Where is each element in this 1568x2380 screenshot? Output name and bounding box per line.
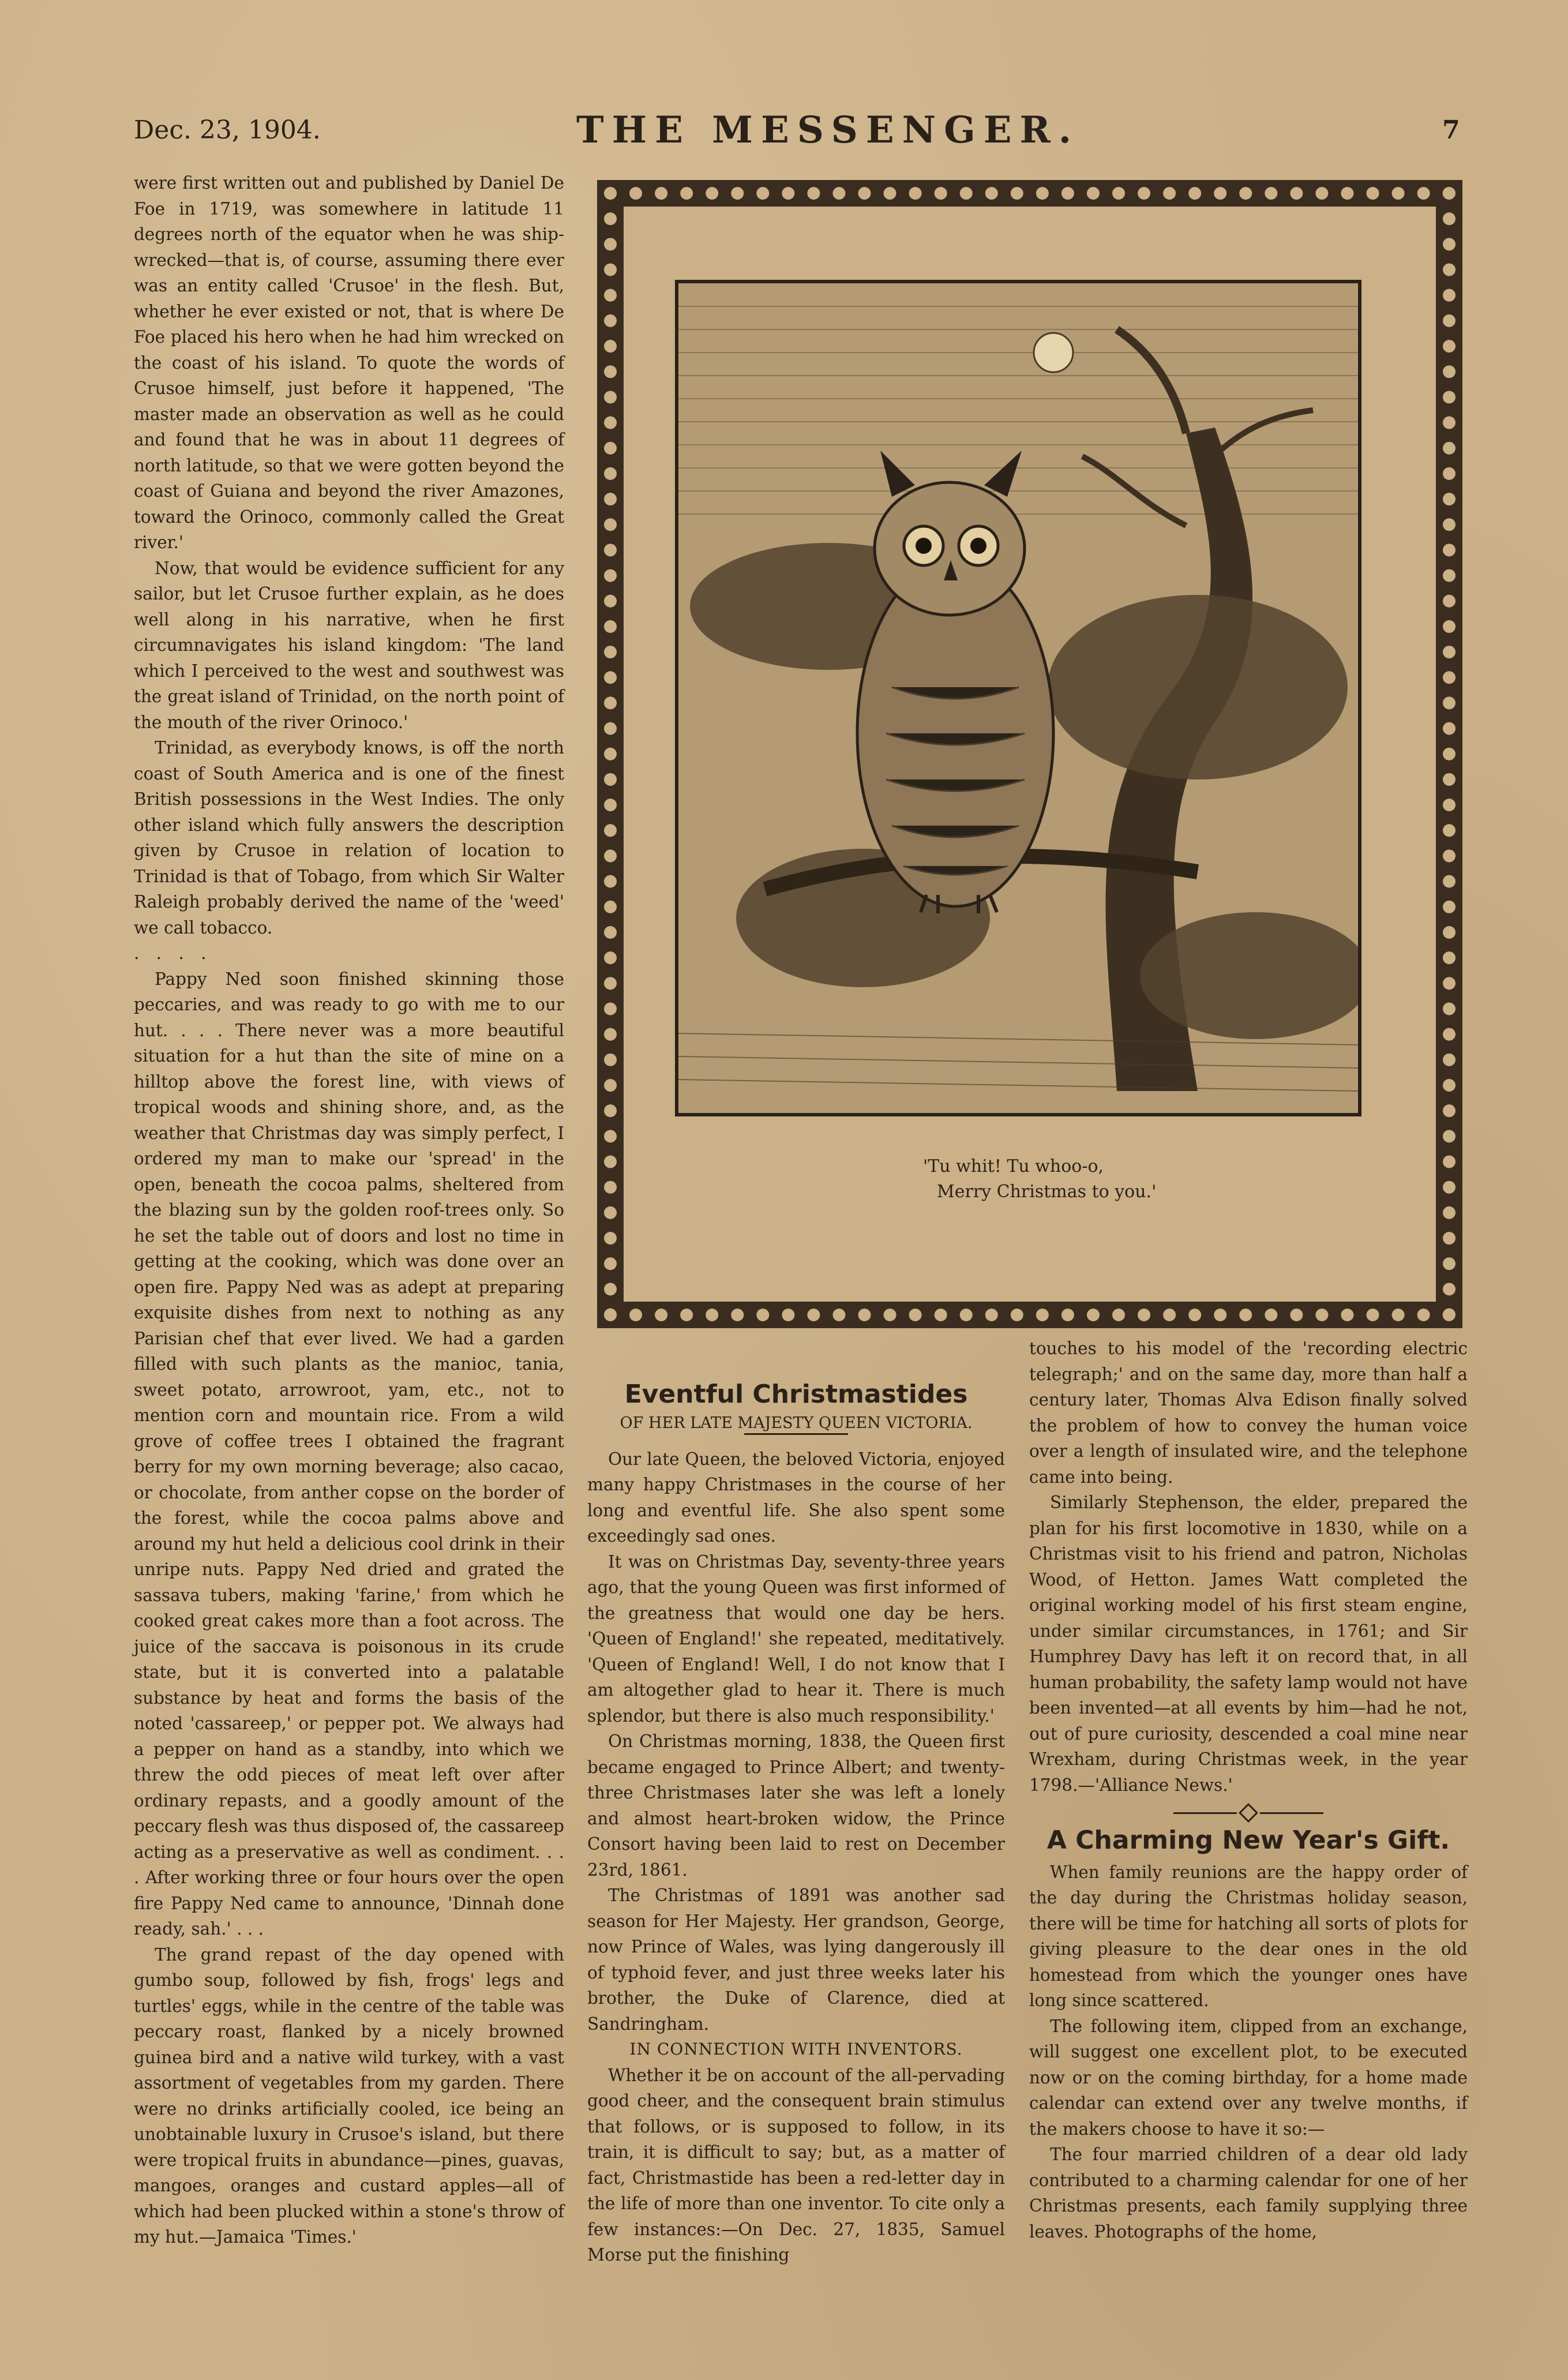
article-heading: A Charming New Year's Gift. — [1046, 1826, 1450, 1855]
masthead-title: THE MESSENGER. — [576, 108, 1079, 152]
paragraph: When family reunions are the happy order of the day during the Christmas holiday season, there will be time for hatching all sorts of plots for giving pleasure to the dear ones in the old homestead from which the younger ones have long since scattered. — [1029, 1862, 1468, 2010]
article-new-year-column — [1029, 1336, 1468, 2244]
paragraph: The four married children of a dear old lady contributed to a charming calendar for one of her Christmas presents, each family supplying three leaves. Photographs of the home, — [1029, 2145, 1468, 2242]
paragraph: were first written out and published by Daniel De Foe in 1719, was somewhere in latitude 11 degrees north of the equator when he was ship-wrecked—that is, of course, assuming there ever was an entity called 'Crusoe' in the flesh. But, whether he ever existed or not, that is where De Foe placed his hero when he had him wrecked on the coast of his island. To quote the words of Crusoe himself, just before it happened, 'The master made an observation as well as he could and found that he was in about 11 degrees of north latitude, so that we were gotten beyond the coast of Guiana and beyond the river Amazones, toward the Orinoco, commonly called the Great river.' — [134, 173, 564, 552]
paragraph: Whether it be on account of the all-pervading good cheer, and the consequent brain stimulus that follows, or is supposed to follow, in its train, it is difficult to say; but, as a matter of fact, Christmastide has been a red-letter day in the life of more than one inventor. To cite only a few instances:—On Dec. 27, 1835, Samuel Morse put the finishing — [587, 2065, 1005, 2265]
paragraph: The Christmas of 1891 was another sad season for Her Majesty. Her grandson, George, now Prince of Wales, was lying dangerously ill of typhoid fever, and just three weeks later his brother, the Duke of Clarence, died at Sandringham. — [587, 1886, 1005, 2034]
article-crusoe-column — [134, 170, 564, 2250]
paragraph: Similarly Stephenson, the elder, prepared the plan for his first locomotive in 1830, while on a Christmas visit to his friend and patron, Nicholas Wood, of Hetton. James Watt completed the original working model of his first steam engine, under similar circumstances, in 1761; and Sir Humphrey Davy has left it on record that, in all human probability, the safety lamp would not have been invented—at all events by him—had he not, out of pure curiosity, descended a coal mine near Wrexham, during Christmas week, in the year 1798.—'Alliance News.' — [1029, 1493, 1468, 1795]
ornament-divider — [1029, 1806, 1468, 1820]
caption-line: 'Tu whit! Tu whoo-o, — [923, 1156, 1104, 1176]
paragraph: Pappy Ned soon finished skinning those peccaries, and was ready to go with me to our hut. . . . There never was a more beautiful situation for a hut than the site of mine on a hilltop above the forest line, with views of tropical woods and shining shore, and, as the weather that Christmas day was simply perfect, I ordered my man to make our 'spread' in the open, beneath the cocoa palms, sheltered from the blazing sun by the golden roof-trees only. So he set the table out of doors and lost no time in getting at the cooking, which was done over an open fire. Pappy Ned was as adept at preparing exquisite dishes from next to nothing as any Parisian chef that ever lived. We had a garden filled with such plants as the manioc, tania, sweet potato, arrowroot, yam, etc., not to mention corn and mountain rice. From a wild grove of coffee trees I obtained the fragrant berry for my own morning beverage; also cacao, or chocolate, from anther copse on the border of the forest, while the cocoa palms above and around my hut held a delicious cool drink in their unripe nuts. Pappy Ned dried and grated the sassava tubers, making 'farine,' from which he cooked great cakes more than a foot across. The juice of the saccava is poisonous in its crude state, but it is converted into a palatable substance by heat and forms the basis of the noted 'cassareep,' or pepper pot. We always had a pepper on hand as a standby, into which we threw the odd pieces of meat left over after ordinary repasts, and a goodly amount of the peccary flesh was thus disposed of, the cassareep acting as a preservative as well as condiment. . . . After working three or four hours over the open fire Pappy Ned came to announce, 'Dinnah done ready, sah.' . . . — [134, 969, 564, 1939]
divider — [744, 1433, 848, 1435]
paragraph: Trinidad, as everybody knows, is off the north coast of South America and is one of the finest British possessions in the West Indies. The only other island which fully answers the description given by Crusoe in relation of location to Trinidad is that of Tobago, from which Sir Walter Raleigh probably derived the name of the 'weed' we call tobacco. — [134, 738, 564, 938]
paragraph: It was on Christmas Day, seventy-three years ago, that the young Queen was first informed of the greatness that would one day be hers. 'Queen of England!' she repeated, meditatively. 'Queen of England! Well, I do not know that I am altogether glad to hear it. There is much splendor, but there is also much responsibility.' — [587, 1551, 1005, 1726]
section-subheading: IN CONNECTION WITH INVENTORS. — [629, 2040, 963, 2059]
section-break-dots: . . . . — [134, 943, 212, 963]
owl-illustration — [675, 280, 1361, 1116]
paragraph: The grand repast of the day opened with gumbo soup, followed by fish, frogs' legs and turtles' eggs, while in the centre of the table was peccary roast, flanked by a nicely browned guinea bird and a native wild turkey, with a vast assortment of vegetables from my garden. There were no drinks artificially cooled, ice being an unobtainable luxury in Crusoe's island, but there were tropical fruits in abundance—pines, guavas, mangoes, oranges and custard apples—all of which had been plucked within a stone's throw of my hut.—Jamaica 'Times.' — [134, 1944, 564, 2247]
page-number: 7 — [1442, 115, 1460, 145]
illustration-caption — [923, 1154, 1223, 1205]
article-heading: Eventful Christmastides — [624, 1380, 968, 1409]
caption-line: Merry Christmas to you.' — [937, 1182, 1157, 1202]
owl-engraving — [678, 283, 1358, 1113]
paragraph: The following item, clipped from an exchange, will suggest one excellent plot, to be executed now or on the coming birthday, for a home made calendar can extend over any twelve months, if the makers choose to have it so:— — [1029, 2016, 1468, 2139]
paragraph: touches to his model of the 'recording electric telegraph;' and on the same day, more than half a century later, Thomas Alva Edison finally solved the problem of how to convey the human voice over a length of insulated wire, and the telephone came into being. — [1029, 1339, 1468, 1487]
article-christmastides-column — [587, 1382, 1005, 2268]
paragraph: Our late Queen, the beloved Victoria, enjoyed many happy Christmases in the course of her long and eventful life. She also spent some exceedingly sad ones. — [587, 1449, 1005, 1546]
issue-date: Dec. 23, 1904. — [134, 115, 321, 145]
article-subheading: OF HER LATE MAJESTY QUEEN VICTORIA. — [620, 1414, 973, 1432]
paragraph: On Christmas morning, 1838, the Queen first became engaged to Prince Albert; and twenty-three Christmases later she was left a lonely and almost heart-broken widow, the Prince Consort having been laid to rest on December 23rd, 1861. — [587, 1731, 1005, 1880]
paragraph: Now, that would be evidence sufficient for any sailor, but let Crusoe further explain, as he does well along in his narrative, when he first circumnavigates his island kingdom: 'The land which I perceived to the west and southwest was the great island of Trinidad, on the north point of the mouth of the river Orinoco.' — [134, 558, 564, 732]
